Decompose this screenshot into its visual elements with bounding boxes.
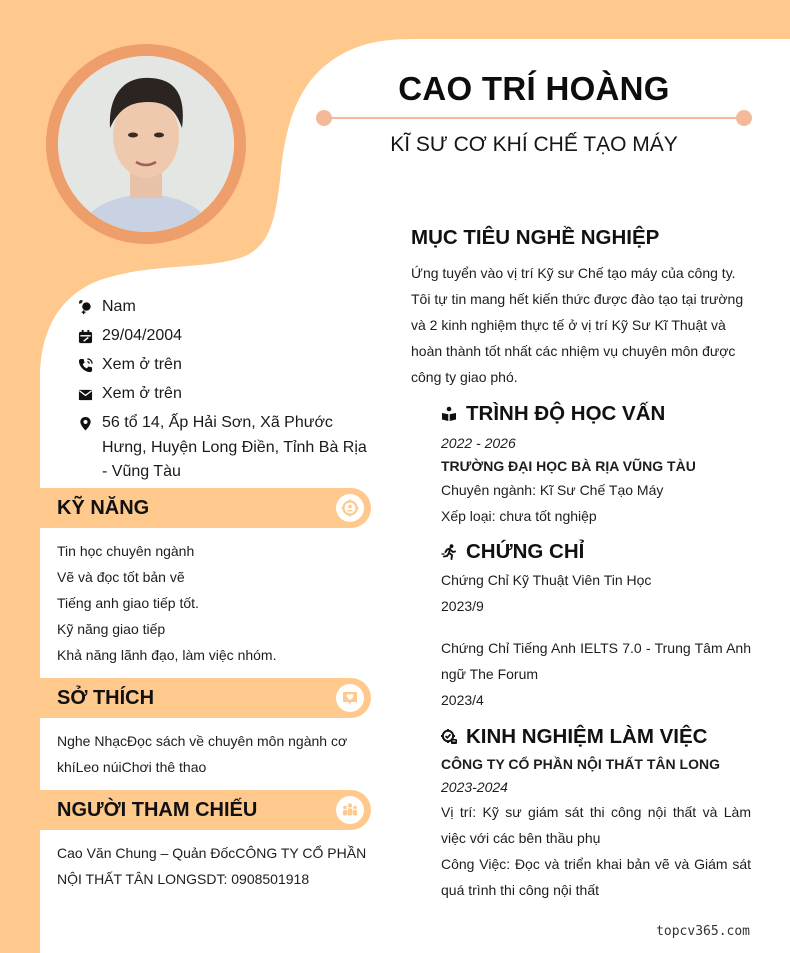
objective-text: Ứng tuyển vào vị trí Kỹ sư Chế tạo máy của công ty. Tôi tự tin mang hết kiến thức được đào tạo tại trường và 2 kinh nghiệm thực tế ở vị trí Kỹ Sư Kĩ Thuật và hoàn thành tốt nhất các nhiệm vụ chuyên môn được công ty giao phó.	[411, 265, 744, 385]
divider-dot-right	[736, 110, 752, 126]
certificate-item	[441, 567, 751, 619]
location-icon	[76, 411, 94, 435]
avatar-ring	[46, 44, 246, 244]
experience-period: 2023-2024	[441, 779, 508, 795]
experience-title: KINH NGHIỆM LÀM VIỆC	[466, 725, 708, 748]
contact-value: Xem ở trên	[102, 385, 182, 402]
running-person-icon	[441, 544, 457, 560]
skills-list	[57, 538, 367, 668]
book-reader-icon	[441, 406, 457, 422]
contact-value: Xem ở trên	[102, 356, 182, 373]
certificates-header	[441, 537, 751, 567]
skill-item: Khả năng lãnh đạo, làm việc nhóm.	[57, 647, 277, 663]
experience-position: Vị trí: Kỹ sư giám sát thi công nội thất và Làm việc với các bên thầu phụ	[441, 804, 751, 846]
certificate-item	[441, 635, 751, 713]
calendar-icon	[76, 324, 94, 348]
contact-address	[76, 411, 376, 485]
education-period: 2022 - 2026	[441, 435, 516, 451]
title-divider	[316, 110, 752, 126]
contact-value: 56 tổ 14, Ấp Hải Sơn, Xã Phước Hưng, Huyện Long Điền, Tỉnh Bà Rịa - Vũng Tàu	[102, 414, 367, 480]
contact-email	[76, 382, 376, 407]
skill-item: Vẽ và đọc tốt bản vẽ	[57, 569, 185, 585]
certificate-date: 2023/9	[441, 598, 484, 614]
experience-header	[441, 722, 751, 752]
watermark: topcv365.com	[656, 924, 750, 939]
certificate-name: Chứng Chỉ Tiếng Anh IELTS 7.0 - Trung Tâm Anh ngữ The Forum	[441, 640, 751, 682]
skill-item: Kỹ năng giao tiếp	[57, 621, 166, 637]
education-major: Chuyên ngành: Kĩ Sư Chế Tạo Máy	[441, 482, 664, 498]
contact-value: 29/04/2004	[102, 327, 183, 344]
education-school: TRƯỜNG ĐẠI HỌC BÀ RỊA VŨNG TÀU	[441, 458, 696, 474]
education-header	[441, 399, 751, 429]
education-title: TRÌNH ĐỘ HỌC VẤN	[466, 402, 666, 425]
education-rank: Xếp loại: chưa tốt nghiệp	[441, 508, 597, 524]
gender-icon	[76, 295, 94, 319]
certificate-date: 2023/4	[441, 692, 484, 708]
skills-gear-user-icon	[336, 494, 364, 522]
skill-item: Tiếng anh giao tiếp tốt.	[57, 595, 199, 611]
contact-phone	[76, 353, 376, 378]
skills-title: KỸ NĂNG	[57, 496, 150, 519]
hobbies-text: Nghe NhạcĐọc sách về chuyên môn ngành cơ khíLeo núiChơi thê thao	[57, 733, 348, 775]
education-section	[441, 399, 751, 529]
people-group-icon	[336, 796, 364, 824]
certificate-name: Chứng Chỉ Kỹ Thuật Viên Tin Học	[441, 572, 652, 588]
certificates-title: CHỨNG CHỈ	[466, 540, 585, 563]
experience-duties: Công Việc: Đọc và triển khai bản vẽ và Giám sát quá trình thi công nội thất	[441, 856, 751, 898]
phone-icon	[76, 353, 94, 377]
email-icon	[76, 382, 94, 406]
skills-header	[40, 488, 371, 528]
contact-birthday	[76, 324, 376, 349]
contact-value: Nam	[102, 298, 136, 315]
badge-gear-icon	[441, 729, 457, 745]
experience-section	[441, 722, 751, 903]
contact-gender	[76, 295, 376, 320]
references-title: NGƯỜI THAM CHIẾU	[57, 798, 258, 821]
hobbies-title: SỞ THÍCH	[57, 686, 155, 709]
certificates-section	[441, 537, 751, 713]
contact-list	[76, 295, 376, 489]
job-title: KĨ SƯ CƠ KHÍ CHẾ TẠO MÁY	[390, 133, 678, 156]
hobbies-header	[40, 678, 371, 718]
candidate-name: CAO TRÍ HOÀNG	[398, 70, 670, 107]
heart-message-icon	[336, 684, 364, 712]
references-text: Cao Văn Chung – Quản ĐốcCÔNG TY CỔ PHẦN NỘI THẤT TÂN LONGSDT: 0908501918	[57, 845, 367, 887]
skill-item: Tin học chuyên ngành	[57, 543, 195, 559]
avatar	[58, 56, 234, 232]
references-header	[40, 790, 371, 830]
experience-company: CÔNG TY CỔ PHẦN NỘI THẤT TÂN LONG	[441, 756, 720, 772]
objective-title: MỤC TIÊU NGHỀ NGHIỆP	[411, 226, 660, 249]
